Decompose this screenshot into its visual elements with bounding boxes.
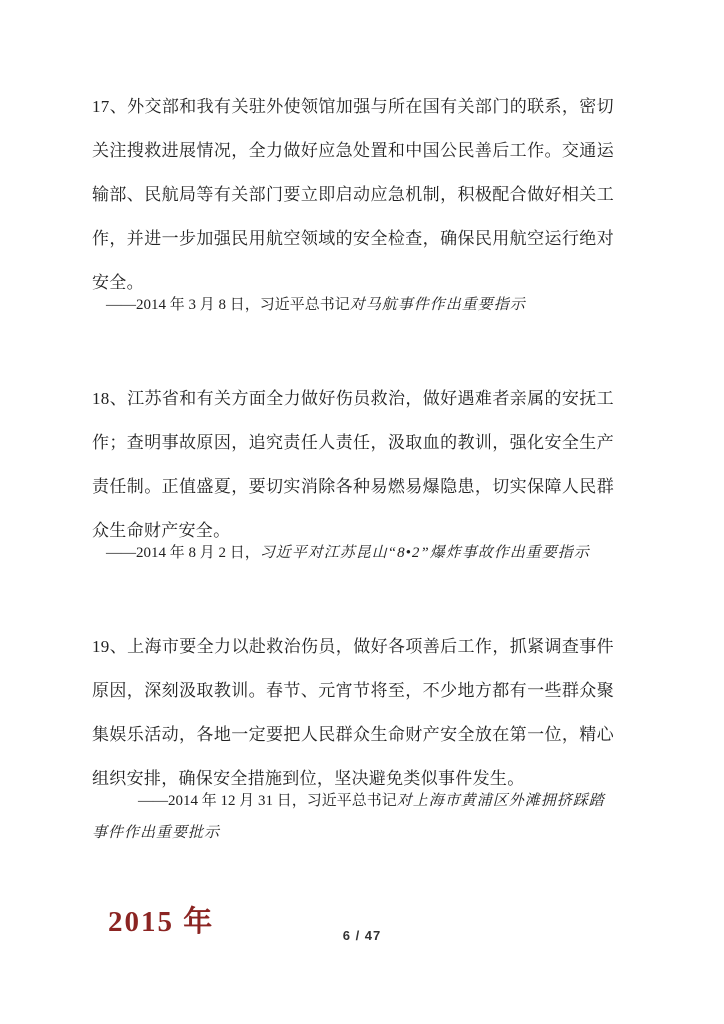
attribution-source: 对马航事件作出重要指示 xyxy=(349,297,526,313)
paragraph-text: 17、外交部和我有关驻外使领馆加强与所在国有关部门的联系，密切关注搜救进展情况，全力做好应急处置和中国公民善后工作。交通运输部、民航局等有关部门要立即启动应急机制，积极配合做好相关工作，并进一步加强民用航空领域的安全检查，确保民用航空运行绝对安全。 xyxy=(92,97,614,292)
attribution-line xyxy=(92,289,614,321)
section-heading-year: 2015 年 xyxy=(108,906,215,938)
attribution-line xyxy=(92,785,614,849)
attribution-date: ——2014 年 8 月 2 日， xyxy=(106,545,260,561)
document-content xyxy=(92,85,614,939)
attribution-source: 习近平对江苏昆山“8•2”爆炸事故作出重要指示 xyxy=(259,545,590,561)
attribution-source: 对上海市黄浦区外滩拥挤踩踏事件作出重要批示 xyxy=(92,793,605,841)
page-number: 6 / 47 xyxy=(342,928,382,943)
attribution-date: ——2014 年 12 月 31 日，习近平总书记 xyxy=(138,793,397,809)
paragraph-text: 18、江苏省和有关方面全力做好伤员救治，做好遇难者亲属的安抚工作；查明事故原因，追究责任人责任，汲取血的教训，强化安全生产责任制。正值盛夏，要切实消除各种易燃易爆隐患，切实保障人民群众生命财产安全。 xyxy=(92,389,614,540)
quote-entry-19 xyxy=(92,625,614,849)
page-footer xyxy=(0,928,724,943)
paragraph-text: 19、上海市要全力以赴救治伤员，做好各项善后工作，抓紧调查事件原因，深刻汲取教训。春节、元宵节将至，不少地方都有一些群众聚集娱乐活动，各地一定要把人民群众生命财产安全放在第一位，精心组织安排，确保安全措施到位，坚决避免类似事件发生。 xyxy=(92,637,614,788)
attribution-date: ——2014 年 3 月 8 日，习近平总书记 xyxy=(106,297,350,313)
quote-entry-17 xyxy=(92,85,614,321)
attribution-line xyxy=(92,537,614,569)
quote-entry-18 xyxy=(92,377,614,569)
